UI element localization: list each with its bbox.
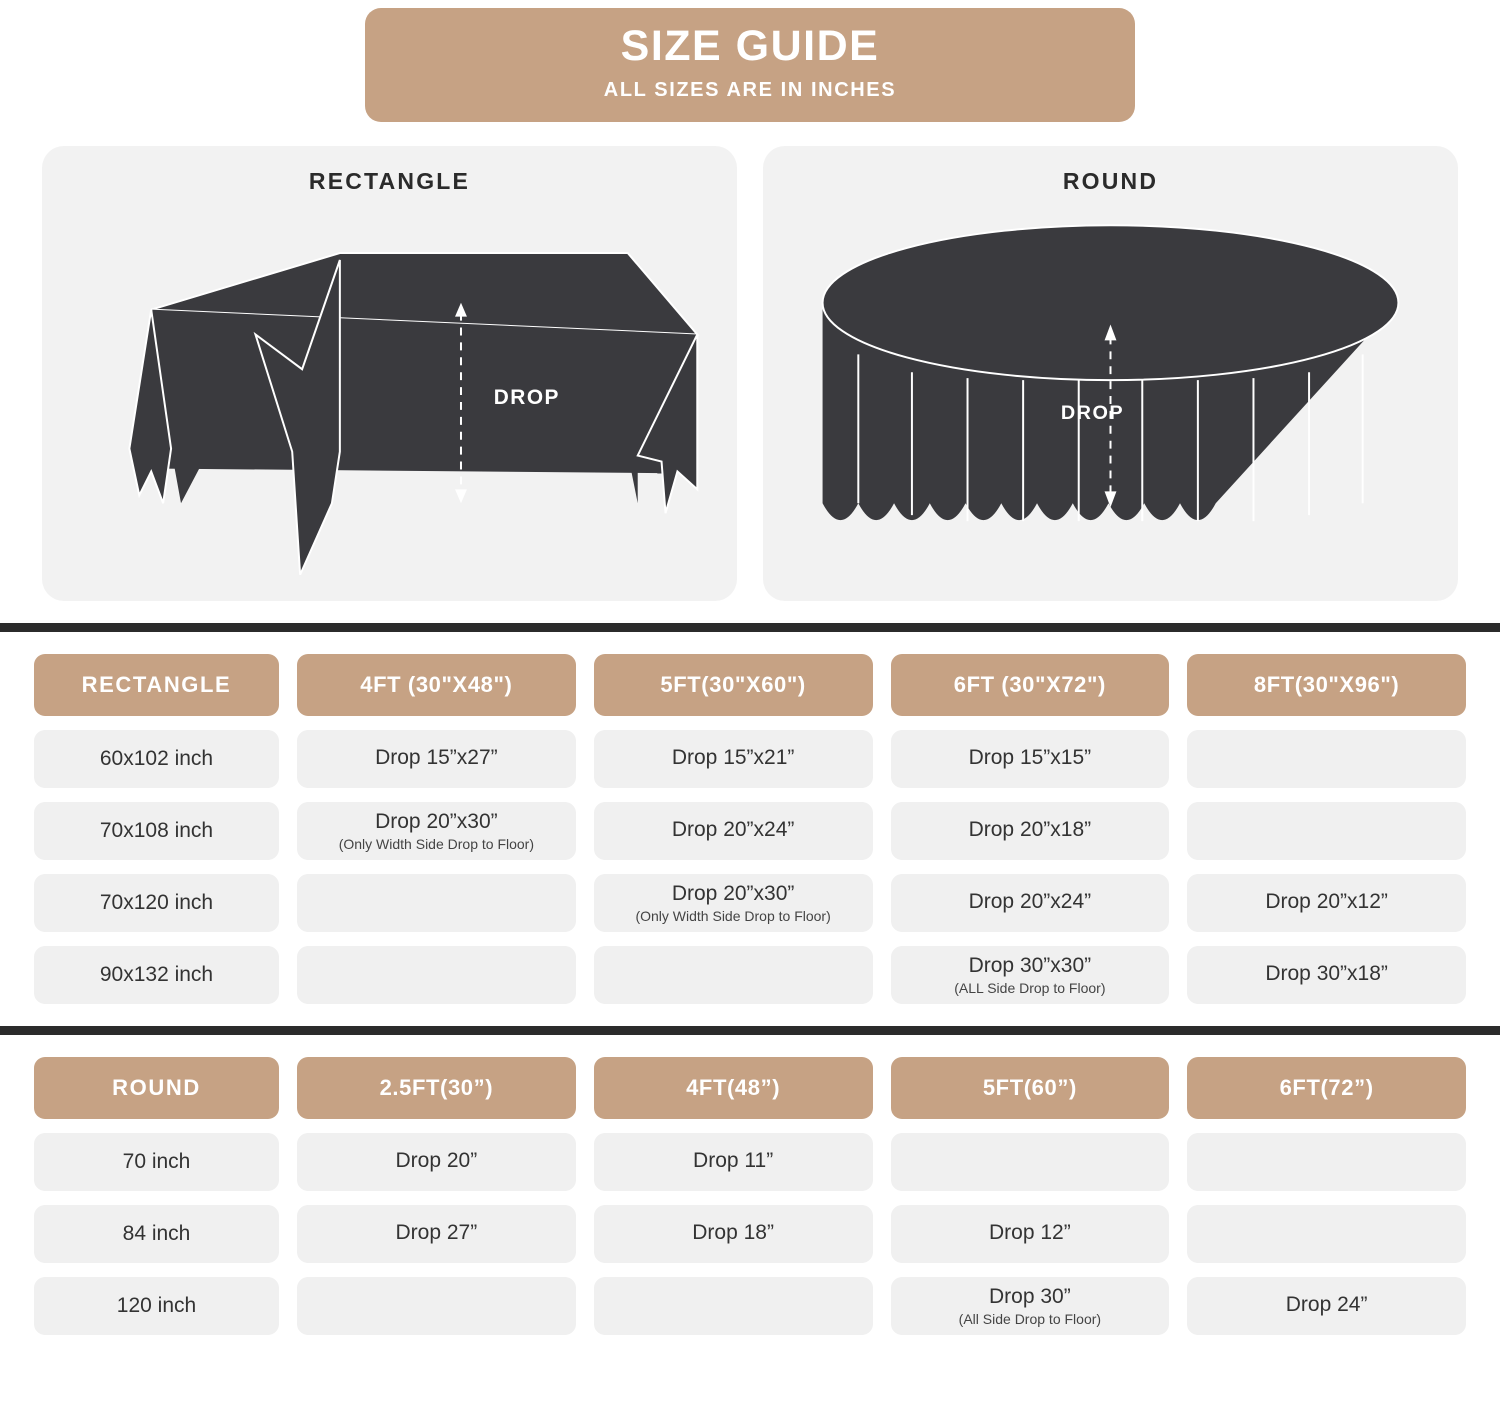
cell-text: Drop 27” xyxy=(395,1221,478,1245)
cell-drop xyxy=(891,802,1170,860)
cell-drop xyxy=(1187,1277,1466,1335)
row-size: 70x108 inch xyxy=(34,802,279,860)
illustration-panels xyxy=(0,122,1500,601)
cell-drop xyxy=(594,874,873,932)
cell-text: Drop 20”x30” xyxy=(671,882,795,906)
cell-drop xyxy=(297,802,576,860)
cell-text: Drop 12” xyxy=(989,1221,1071,1245)
header-4ft: 4FT(48”) xyxy=(594,1057,873,1119)
cell-text: Drop 20”x24” xyxy=(671,818,795,842)
header-6ft: 6FT(72”) xyxy=(1187,1057,1466,1119)
table-header-row xyxy=(34,1057,1466,1119)
row-size: 84 inch xyxy=(34,1205,279,1263)
header-6ft: 6FT (30"X72") xyxy=(891,654,1170,716)
rectangle-tablecloth-icon xyxy=(42,204,737,594)
table-row xyxy=(34,1205,1466,1263)
page-subtitle: ALL SIZES ARE IN INCHES xyxy=(603,79,897,102)
panel-round xyxy=(763,146,1458,601)
cell-text: Drop 20”x18” xyxy=(968,818,1092,842)
cell-drop xyxy=(594,802,873,860)
cell-drop xyxy=(297,1205,576,1263)
cell-drop xyxy=(891,874,1170,932)
cell-text: Drop 15”x27” xyxy=(375,746,498,770)
cell-drop xyxy=(297,946,576,1004)
table-row xyxy=(34,802,1466,860)
table-row xyxy=(34,946,1466,1004)
cell-text: Drop 30”x30” xyxy=(968,954,1092,978)
cell-note: (Only Width Side Drop to Floor) xyxy=(635,908,831,925)
divider-top xyxy=(0,623,1500,632)
table-row xyxy=(34,1277,1466,1335)
row-size: 90x132 inch xyxy=(34,946,279,1004)
panel-round-title: ROUND xyxy=(1062,168,1159,195)
rectangle-size-table xyxy=(0,654,1500,1004)
table-row xyxy=(34,730,1466,788)
cell-text: Drop 11” xyxy=(693,1149,774,1173)
divider-bottom xyxy=(0,1026,1500,1035)
cell-note: (All Side Drop to Floor) xyxy=(958,1311,1102,1328)
cell-drop xyxy=(594,1277,873,1335)
row-size: 120 inch xyxy=(34,1277,279,1335)
round-drop-label: DROP xyxy=(1060,402,1125,425)
cell-drop xyxy=(1187,874,1466,932)
header-round: ROUND xyxy=(34,1057,279,1119)
cell-text: Drop 20”x12” xyxy=(1265,890,1388,914)
cell-text: Drop 20” xyxy=(395,1149,478,1173)
header-5ft: 5FT(60”) xyxy=(891,1057,1170,1119)
panel-rectangle xyxy=(42,146,737,601)
cell-text: Drop 20”x24” xyxy=(968,890,1092,914)
cell-text: Drop 24” xyxy=(1285,1293,1368,1317)
cell-drop xyxy=(1187,802,1466,860)
cell-text: Drop 18” xyxy=(692,1221,774,1245)
cell-drop xyxy=(1187,946,1466,1004)
header-5ft: 5FT(30"X60") xyxy=(594,654,873,716)
rectangle-drop-label: DROP xyxy=(493,386,560,410)
round-tablecloth-icon xyxy=(763,204,1458,594)
cell-drop xyxy=(594,946,873,1004)
cell-drop xyxy=(594,730,873,788)
header-8ft: 8FT(30"X96") xyxy=(1187,654,1466,716)
cell-drop xyxy=(297,730,576,788)
cell-drop xyxy=(891,1205,1170,1263)
row-size: 70x120 inch xyxy=(34,874,279,932)
header-4ft: 4FT (30"X48") xyxy=(297,654,576,716)
cell-drop xyxy=(891,1277,1170,1335)
page-title: SIZE GUIDE xyxy=(620,22,880,70)
header xyxy=(0,0,1500,122)
cell-note: (ALL Side Drop to Floor) xyxy=(954,980,1106,997)
panel-rectangle-title: RECTANGLE xyxy=(308,168,471,195)
row-size: 60x102 inch xyxy=(34,730,279,788)
cell-text: Drop 20”x30” xyxy=(375,810,498,834)
cell-drop xyxy=(891,946,1170,1004)
cell-drop xyxy=(297,874,576,932)
cell-drop xyxy=(1187,1133,1466,1191)
cell-text: Drop 30” xyxy=(989,1285,1071,1309)
cell-text: Drop 30”x18” xyxy=(1265,962,1388,986)
cell-text: Drop 15”x15” xyxy=(968,746,1092,770)
cell-drop xyxy=(891,730,1170,788)
table-row xyxy=(34,1133,1466,1191)
cell-drop xyxy=(297,1133,576,1191)
cell-drop xyxy=(594,1205,873,1263)
cell-drop xyxy=(594,1133,873,1191)
cell-drop xyxy=(1187,730,1466,788)
table-row xyxy=(34,874,1466,932)
size-guide-badge xyxy=(365,8,1135,122)
cell-drop xyxy=(1187,1205,1466,1263)
cell-text: Drop 15”x21” xyxy=(671,746,795,770)
cell-drop xyxy=(891,1133,1170,1191)
header-2-5ft: 2.5FT(30”) xyxy=(297,1057,576,1119)
cell-drop xyxy=(297,1277,576,1335)
round-size-table xyxy=(0,1057,1500,1335)
table-header-row xyxy=(34,654,1466,716)
header-rectangle: RECTANGLE xyxy=(34,654,279,716)
row-size: 70 inch xyxy=(34,1133,279,1191)
cell-note: (Only Width Side Drop to Floor) xyxy=(338,836,535,853)
